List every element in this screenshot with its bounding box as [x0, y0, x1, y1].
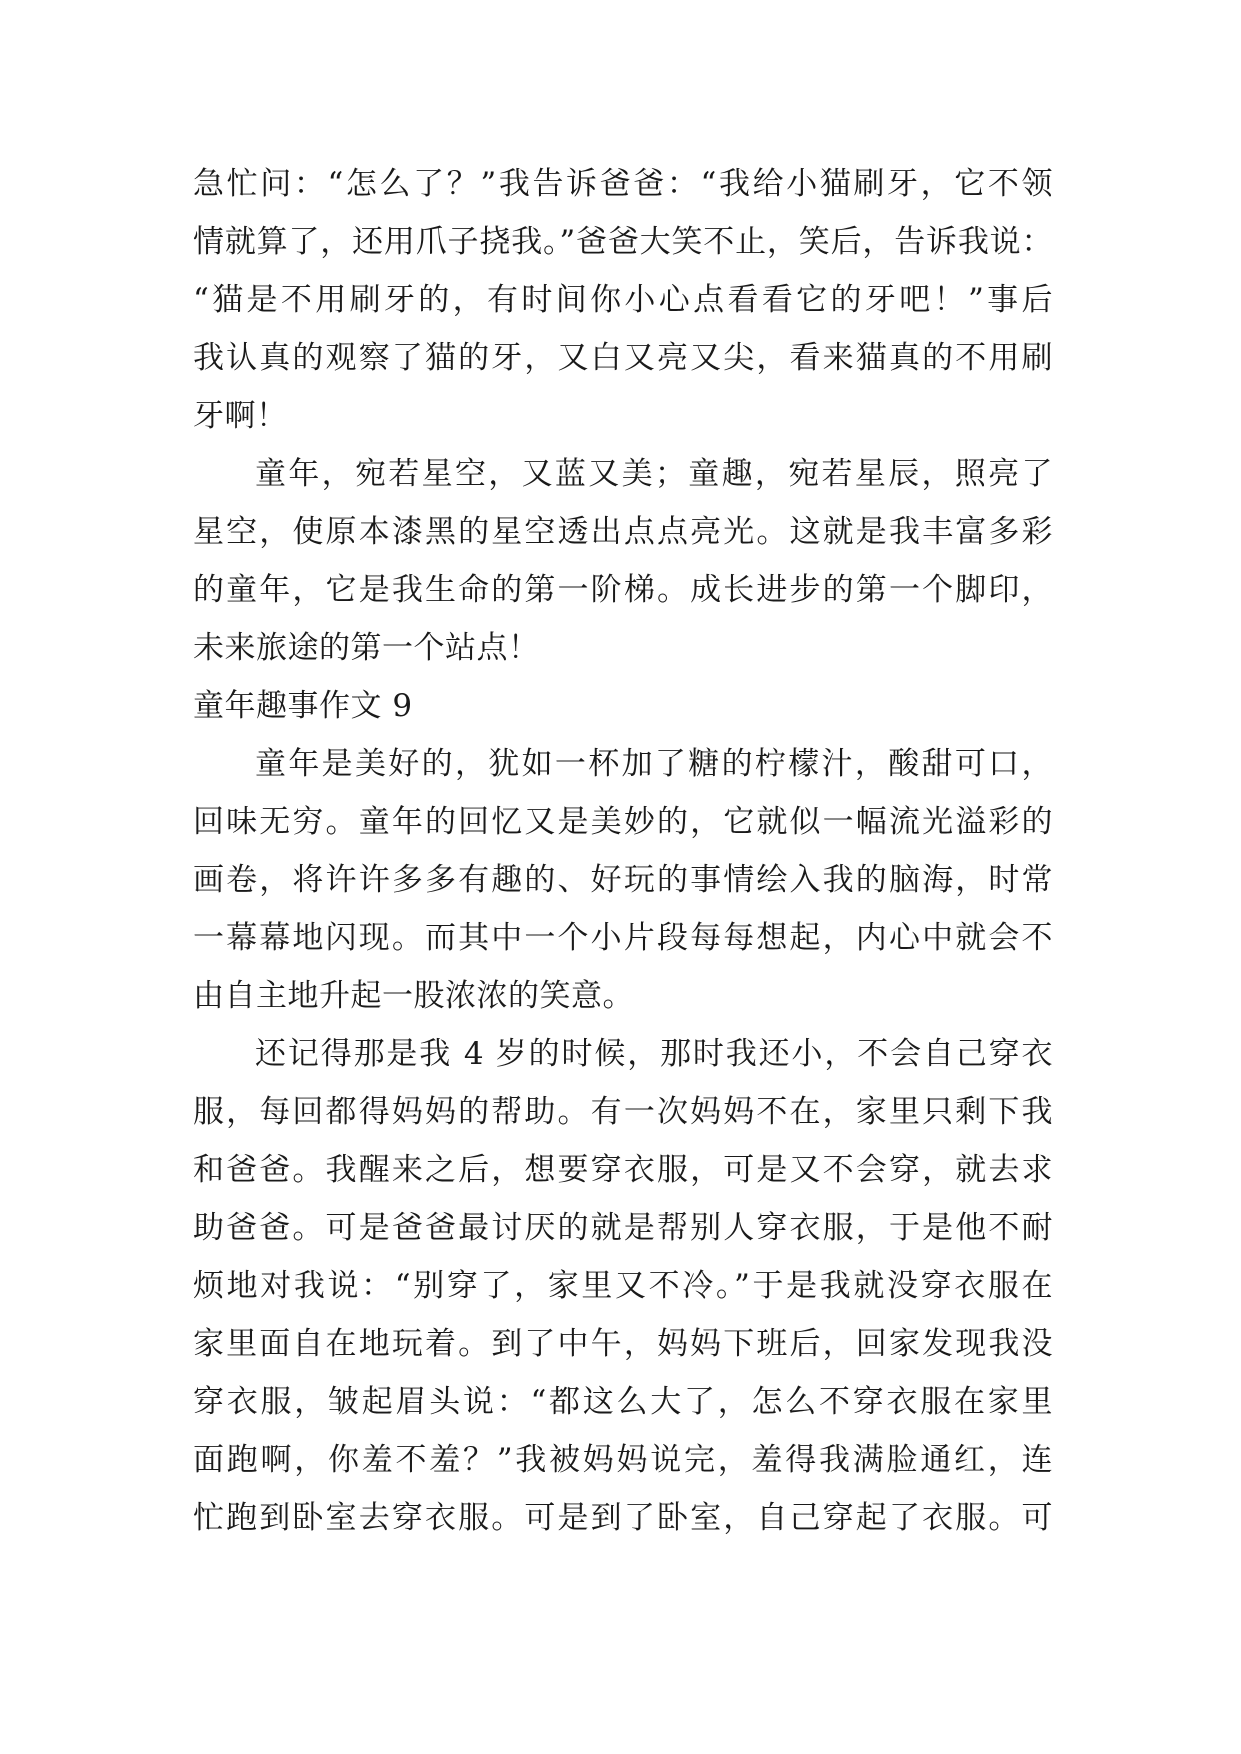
text-line: 一幕幕地闪现。而其中一个小片段每每想起，内心中就会不	[193, 920, 1053, 956]
section-heading: 童年趣事作文 9	[193, 688, 413, 724]
paragraph-stars	[193, 445, 1053, 677]
paragraph-lemonade	[193, 735, 1053, 1025]
text-line: 由自主地升起一股浓浓的笑意。	[193, 978, 634, 1014]
document-body	[193, 155, 1053, 1547]
paragraph-continuation	[193, 155, 1053, 445]
text-line: 牙啊！	[193, 398, 288, 434]
text-line: 回味无穷。童年的回忆又是美妙的，它就似一幅流光溢彩的	[193, 804, 1053, 840]
text-line: 的童年，它是我生命的第一阶梯。成长进步的第一个脚印，	[193, 572, 1053, 608]
text-line: 画卷，将许许多多有趣的、好玩的事情绘入我的脑海，时常	[193, 862, 1053, 898]
text-line: “猫是不用刷牙的，有时间你小心点看看它的牙吧！”事后	[193, 282, 1053, 318]
text-line: 和爸爸。我醒来之后，想要穿衣服，可是又不会穿，就去求	[193, 1152, 1053, 1188]
text-line: 烦地对我说：“别穿了，家里又不冷。”于是我就没穿衣服在	[193, 1268, 1053, 1304]
text-line: 家里面自在地玩着。到了中午，妈妈下班后，回家发现我没	[193, 1326, 1053, 1362]
text-line: 忙跑到卧室去穿衣服。可是到了卧室，自己穿起了衣服。可	[193, 1500, 1053, 1536]
text-line: 面跑啊，你羞不羞？”我被妈妈说完，羞得我满脸通红，连	[193, 1442, 1053, 1478]
text-line: 穿衣服，皱起眉头说：“都这么大了，怎么不穿衣服在家里	[193, 1384, 1053, 1420]
text-line: 急忙问：“怎么了？”我告诉爸爸：“我给小猫刷牙，它不领	[193, 166, 1053, 202]
text-line: 情就算了，还用爪子挠我。”爸爸大笑不止，笑后，告诉我说：	[193, 224, 1053, 260]
text-line: 童年，宛若星空，又蓝又美；童趣，宛若星辰，照亮了	[255, 456, 1053, 492]
text-line: 我认真的观察了猫的牙，又白又亮又尖，看来猫真的不用刷	[193, 340, 1053, 376]
text-line: 童年是美好的，犹如一杯加了糖的柠檬汁，酸甜可口，	[255, 746, 1053, 782]
paragraph-clothes	[193, 1025, 1053, 1547]
text-line: 助爸爸。可是爸爸最讨厌的就是帮别人穿衣服，于是他不耐	[193, 1210, 1053, 1246]
text-line: 还记得那是我 4 岁的时候，那时我还小，不会自己穿衣	[255, 1036, 1053, 1072]
text-line: 服，每回都得妈妈的帮助。有一次妈妈不在，家里只剩下我	[193, 1094, 1053, 1130]
text-line: 未来旅途的第一个站点！	[193, 630, 540, 666]
text-line: 星空，使原本漆黑的星空透出点点亮光。这就是我丰富多彩	[193, 514, 1053, 550]
